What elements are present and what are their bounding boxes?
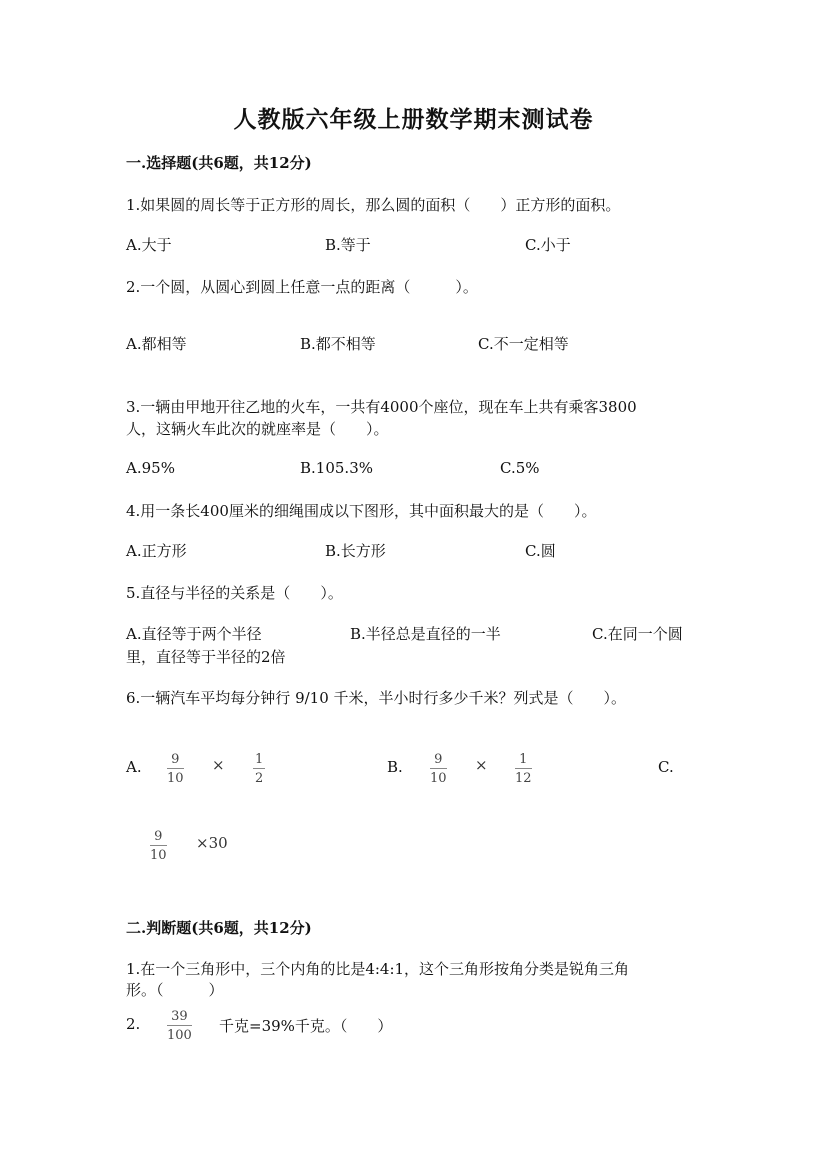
- fraction-numerator: 1: [255, 752, 264, 767]
- question-6-option-c-fraction: [150, 830, 167, 862]
- tf-question-2-fraction: [167, 1010, 192, 1042]
- fraction-denominator: 10: [150, 848, 167, 863]
- page-title: 人教版六年级上册数学期末测试卷: [233, 106, 594, 133]
- question-6-option-b-label: B.: [387, 758, 403, 776]
- question-4-stem: 4.用一条长400厘米的细绳围成以下图形，其中面积最大的是（ ）。: [126, 502, 597, 520]
- question-5-stem: 5.直径与半径的关系是（ ）。: [126, 584, 343, 602]
- question-5-option-a: A.直径等于两个半径: [126, 625, 262, 643]
- question-6-option-c-rest: ×30: [196, 834, 228, 852]
- section-heading-choice: 一.选择题(共6题，共12分): [126, 154, 312, 172]
- question-1-option-a: A.大于: [126, 236, 172, 254]
- fraction-denominator: 10: [430, 771, 447, 786]
- question-6-option-b-fraction-2: [515, 753, 532, 785]
- question-4-option-c: C.圆: [525, 542, 556, 560]
- fraction-numerator: 1: [519, 752, 528, 767]
- question-1-stem: 1.如果圆的周长等于正方形的周长，那么圆的面积（ ）正方形的面积。: [126, 196, 621, 214]
- question-6-stem: 6.一辆汽车平均每分钟行 9/10 千米，半小时行多少千米？列式是（ ）。: [126, 689, 627, 707]
- question-1-option-c: C.小于: [525, 236, 571, 254]
- question-2-option-a: A.都相等: [126, 335, 187, 353]
- question-3-stem-line1: 3.一辆由甲地开往乙地的火车，一共有4000个座位，现在车上共有乘客3800: [126, 398, 637, 416]
- section-heading-true-false: 二.判断题(共6题，共12分): [126, 919, 312, 937]
- question-4-option-a: A.正方形: [126, 542, 187, 560]
- fraction-denominator: 100: [167, 1028, 192, 1043]
- fraction-numerator: 39: [171, 1009, 188, 1024]
- question-6-option-b-multiply: ×: [475, 756, 488, 774]
- question-1-option-b: B.等于: [325, 236, 371, 254]
- question-5-option-c-continuation: 里，直径等于半径的2倍: [126, 648, 286, 666]
- question-6-option-a-fraction-1: [167, 753, 184, 785]
- question-3-stem-line2: 人，这辆火车此次的就座率是（ ）。: [126, 420, 389, 438]
- fraction-numerator: 9: [434, 752, 443, 767]
- fraction-denominator: 12: [515, 771, 532, 786]
- fraction-denominator: 2: [255, 771, 264, 786]
- fraction-denominator: 10: [167, 771, 184, 786]
- tf-question-2-label: 2.: [126, 1015, 141, 1033]
- question-2-option-b: B.都不相等: [300, 335, 376, 353]
- question-6-option-a-label: A.: [126, 758, 142, 776]
- tf-question-1-stem-line1: 1.在一个三角形中，三个内角的比是4:4:1，这个三角形按角分类是锐角三角: [126, 960, 630, 978]
- question-6-option-b-fraction-1: [430, 753, 447, 785]
- question-5-option-c: C.在同一个圆: [592, 625, 683, 643]
- question-6-option-a-multiply: ×: [212, 756, 225, 774]
- question-5-option-b: B.半径总是直径的一半: [350, 625, 501, 643]
- question-4-option-b: B.长方形: [325, 542, 386, 560]
- question-6-option-c-label: C.: [658, 758, 674, 776]
- question-6-option-a-fraction-2: [253, 753, 265, 785]
- question-2-stem: 2.一个圆，从圆心到圆上任意一点的距离（ ）。: [126, 278, 478, 296]
- tf-question-2-rest: 千克=39%千克。（ ）: [219, 1017, 393, 1035]
- fraction-numerator: 9: [171, 752, 180, 767]
- question-3-option-b: B.105.3%: [300, 459, 373, 477]
- question-3-option-a: A.95%: [126, 459, 175, 477]
- tf-question-1-stem-line2: 形。（ ）: [126, 981, 224, 999]
- fraction-numerator: 9: [154, 829, 163, 844]
- question-2-option-c: C.不一定相等: [478, 335, 569, 353]
- question-3-option-c: C.5%: [500, 459, 540, 477]
